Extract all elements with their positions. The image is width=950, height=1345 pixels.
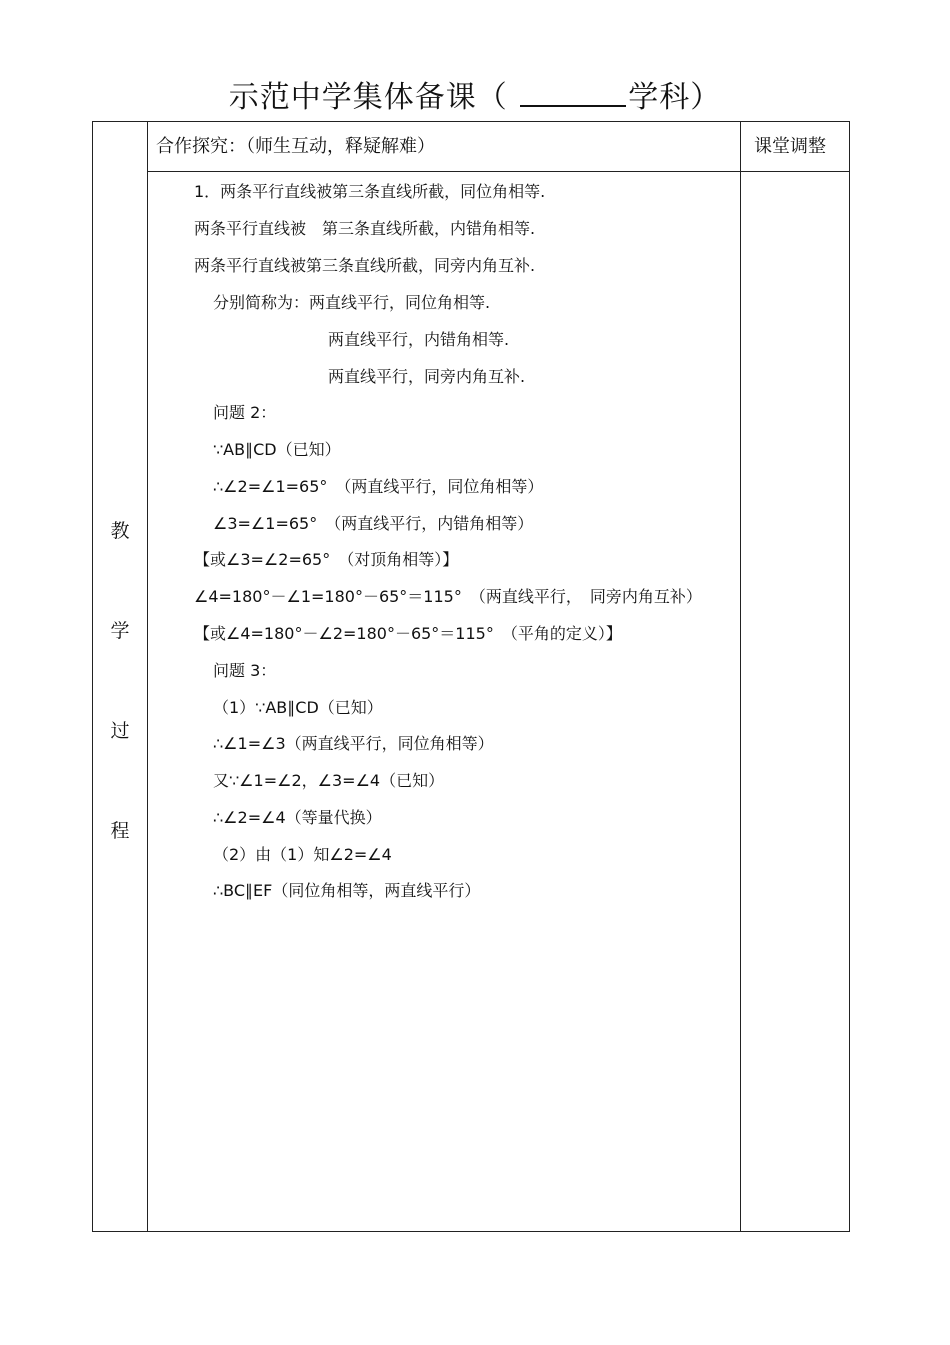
page-title [0,72,950,116]
side-label-char-4: 程 [110,820,130,842]
title-suffix: 学科） [628,80,722,115]
section-header: 合作探究：（师生互动，释疑解难） [156,136,435,157]
content-line: 又∵∠1=∠2，∠3=∠4（已知） [213,771,445,790]
lesson-table [92,121,850,1232]
header-divider [147,171,849,172]
content-line: 问题 2： [213,403,277,422]
content-line: 两直线平行，内错角相等. [328,330,510,349]
content-line: 两条平行直线被 第三条直线所截，内错角相等. [194,219,536,238]
content-line: ∴∠2=∠4（等量代换） [213,808,382,827]
side-label-char-3: 过 [110,720,130,742]
column-divider-right [740,122,741,1231]
column-divider-left [147,122,148,1231]
content-line: ∵AB∥CD（已知） [213,440,341,459]
content-line: 分别简称为：两直线平行，同位角相等. [213,293,491,312]
content-line: 问题 3： [213,661,277,680]
content-line: 【或∠4=180°－∠2=180°－65°＝115° （平角的定义）】 [194,624,622,643]
title-prefix: 示范中学集体备课（ [228,80,519,115]
content-line: ∴∠1=∠3（两直线平行，同位角相等） [213,734,494,753]
content-line: 两直线平行，同旁内角互补. [328,367,526,386]
content-line: （2）由（1）知∠2=∠4 [213,845,392,864]
adjust-column-header: 课堂调整 [754,136,826,157]
content-line: ∠3=∠1=65° （两直线平行，内错角相等） [213,514,534,533]
subject-blank [520,81,626,107]
content-line: （1）∵AB∥CD（已知） [213,698,383,717]
content-line: 1．两条平行直线被第三条直线所截，同位角相等. [194,182,546,201]
content-line: ∴∠2=∠1=65° （两直线平行，同位角相等） [213,477,544,496]
side-label-char-1: 教 [110,520,130,542]
content-line: ∠4=180°－∠1=180°－65°＝115° （两直线平行， 同旁内角互补） [194,587,702,606]
side-label-char-2: 学 [110,620,130,642]
content-line: 【或∠3=∠2=65° （对顶角相等）】 [194,550,459,569]
content-line: ∴BC∥EF（同位角相等，两直线平行） [213,881,481,900]
content-line: 两条平行直线被第三条直线所截，同旁内角互补. [194,256,536,275]
